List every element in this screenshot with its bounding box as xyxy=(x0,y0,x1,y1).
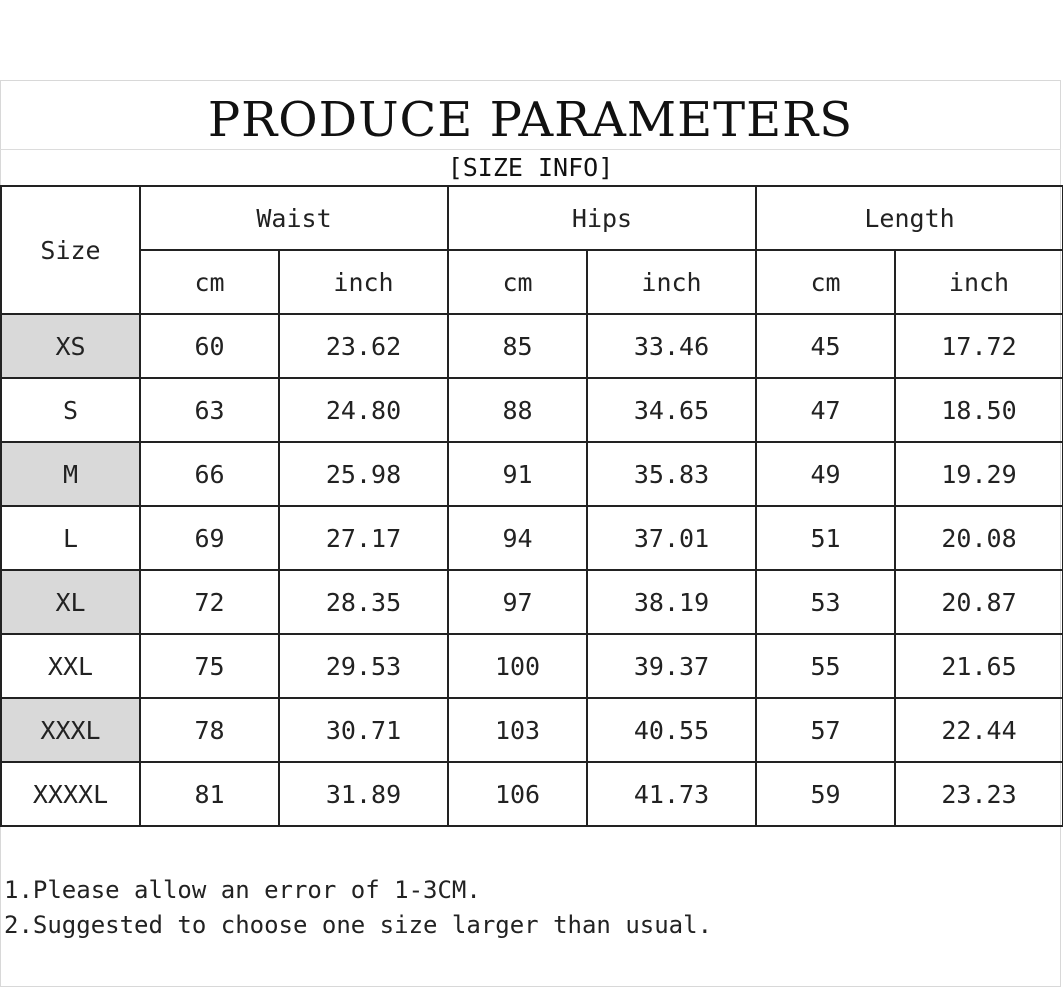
size-column-header: Size xyxy=(1,186,140,314)
measurement-cell: 55 xyxy=(756,634,895,698)
measurement-cell: 100 xyxy=(448,634,587,698)
size-label-cell: XXL xyxy=(1,634,140,698)
measurement-cell: 31.89 xyxy=(279,762,448,826)
measurement-cell: 20.87 xyxy=(895,570,1063,634)
size-info-subtitle: [SIZE INFO] xyxy=(447,153,614,182)
measurement-cell: 57 xyxy=(756,698,895,762)
table-row xyxy=(1,506,1063,570)
measurement-cell: 30.71 xyxy=(279,698,448,762)
measurement-cell: 40.55 xyxy=(587,698,756,762)
measurement-cell: 35.83 xyxy=(587,442,756,506)
table-row xyxy=(1,762,1063,826)
measurement-cell: 63 xyxy=(140,378,279,442)
size-label-cell: M xyxy=(1,442,140,506)
group-header-row xyxy=(1,186,1063,250)
measurement-cell: 22.44 xyxy=(895,698,1063,762)
measurement-cell: 39.37 xyxy=(587,634,756,698)
measurement-cell: 41.73 xyxy=(587,762,756,826)
measurement-cell: 85 xyxy=(448,314,587,378)
measurement-cell: 17.72 xyxy=(895,314,1063,378)
table-row xyxy=(1,442,1063,506)
measurement-cell: 45 xyxy=(756,314,895,378)
measurement-cell: 25.98 xyxy=(279,442,448,506)
measurement-cell: 23.23 xyxy=(895,762,1063,826)
measurement-cell: 81 xyxy=(140,762,279,826)
measurement-cell: 29.53 xyxy=(279,634,448,698)
measurement-cell: 72 xyxy=(140,570,279,634)
measurement-cell: 34.65 xyxy=(587,378,756,442)
measurement-cell: 49 xyxy=(756,442,895,506)
measurement-cell: 53 xyxy=(756,570,895,634)
table-row xyxy=(1,570,1063,634)
unit-header: inch xyxy=(895,250,1063,314)
table-row xyxy=(1,378,1063,442)
size-label-cell: XS xyxy=(1,314,140,378)
measurement-cell: 60 xyxy=(140,314,279,378)
measurement-cell: 75 xyxy=(140,634,279,698)
table-row xyxy=(1,634,1063,698)
measurement-cell: 78 xyxy=(140,698,279,762)
measurement-cell: 91 xyxy=(448,442,587,506)
measurement-cell: 47 xyxy=(756,378,895,442)
measurement-cell: 24.80 xyxy=(279,378,448,442)
unit-header: inch xyxy=(279,250,448,314)
note-line: 2.Suggested to choose one size larger than usual. xyxy=(4,911,713,939)
group-header-length: Length xyxy=(756,186,1063,250)
size-label-cell: XXXXL xyxy=(1,762,140,826)
measurement-cell: 21.65 xyxy=(895,634,1063,698)
size-label-cell: XXXL xyxy=(1,698,140,762)
measurement-cell: 69 xyxy=(140,506,279,570)
measurement-cell: 106 xyxy=(448,762,587,826)
measurement-cell: 20.08 xyxy=(895,506,1063,570)
table-row xyxy=(1,698,1063,762)
unit-header: cm xyxy=(448,250,587,314)
measurement-cell: 37.01 xyxy=(587,506,756,570)
group-header-waist: Waist xyxy=(140,186,448,250)
note-line: 1.Please allow an error of 1-3CM. xyxy=(4,876,481,904)
page-title: PRODUCE PARAMETERS xyxy=(207,92,854,148)
measurement-cell: 51 xyxy=(756,506,895,570)
measurement-cell: 23.62 xyxy=(279,314,448,378)
measurement-cell: 28.35 xyxy=(279,570,448,634)
measurement-cell: 103 xyxy=(448,698,587,762)
measurement-cell: 19.29 xyxy=(895,442,1063,506)
unit-header-row xyxy=(1,250,1063,314)
size-label-cell: L xyxy=(1,506,140,570)
unit-header: cm xyxy=(140,250,279,314)
table-row xyxy=(1,314,1063,378)
size-notes xyxy=(4,873,712,943)
measurement-cell: 94 xyxy=(448,506,587,570)
measurement-cell: 97 xyxy=(448,570,587,634)
measurement-cell: 27.17 xyxy=(279,506,448,570)
size-table xyxy=(0,185,1063,827)
size-label-cell: XL xyxy=(1,570,140,634)
size-label-cell: S xyxy=(1,378,140,442)
measurement-cell: 88 xyxy=(448,378,587,442)
measurement-cell: 18.50 xyxy=(895,378,1063,442)
measurement-cell: 38.19 xyxy=(587,570,756,634)
unit-header: cm xyxy=(756,250,895,314)
measurement-cell: 33.46 xyxy=(587,314,756,378)
group-header-hips: Hips xyxy=(448,186,756,250)
measurement-cell: 66 xyxy=(140,442,279,506)
measurement-cell: 59 xyxy=(756,762,895,826)
unit-header: inch xyxy=(587,250,756,314)
